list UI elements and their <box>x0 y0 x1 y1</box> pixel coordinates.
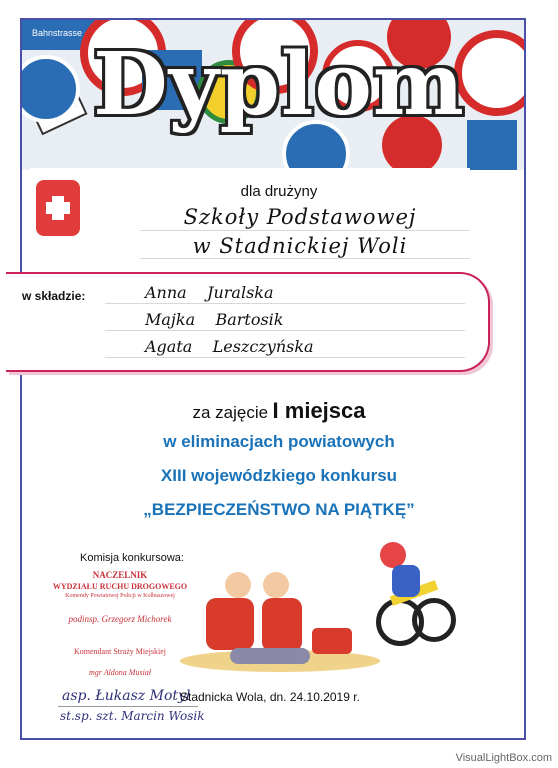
rescuer-head-icon <box>263 572 289 598</box>
award-line <box>0 398 558 424</box>
rescuer-body-icon <box>206 598 254 650</box>
stamp-text: Komendy Powiatowej Policji w Kolbuszowej <box>65 593 175 599</box>
page-title: Dyplom <box>93 34 465 135</box>
eliminations-line: w eliminacjach powiatowych <box>163 432 395 451</box>
member-name: Anna Juralska <box>145 283 274 302</box>
rescuer-body-icon <box>262 598 302 652</box>
stamp-text: podinsp. Grzegorz Michorek <box>68 614 172 624</box>
patient-icon <box>230 648 310 664</box>
first-aid-bag-icon <box>312 628 352 654</box>
stamp-text: mgr Aldona Musiał <box>88 668 152 677</box>
award-prefix: za zajęcie <box>192 403 269 422</box>
members-label: w składzie: <box>22 289 86 303</box>
school-line-1: Szkoły Podstawowej <box>183 205 417 229</box>
stamp-text: Komendant Straży Miejskiej <box>74 647 166 656</box>
watermark: VisualLightBox.com <box>455 752 552 764</box>
first-aid-cross-bar <box>46 202 70 214</box>
place-date: Stadnicka Wola, dn. 24.10.2019 r. <box>180 690 360 704</box>
rescuer-head-icon <box>225 572 251 598</box>
stamp-text: WYDZIAŁU RUCHU DROGOWEGO <box>52 582 188 591</box>
award-place: I miejsca <box>272 398 366 423</box>
divider-line <box>105 303 465 304</box>
divider-line <box>105 357 465 358</box>
stamp-text: NACZELNIK <box>92 570 148 580</box>
member-name: Majka Bartosik <box>145 310 284 329</box>
signature: asp. Łukasz Motyl <box>62 688 191 704</box>
member-name: Agata Leszczyńska <box>145 337 314 356</box>
team-intro: dla drużyny <box>240 183 318 200</box>
divider-line <box>105 330 465 331</box>
contest-line: XIII wojewódzkiego konkursu <box>160 466 398 485</box>
divider-line <box>140 258 470 259</box>
divider-line <box>140 230 470 231</box>
signature-line <box>58 706 198 707</box>
street-sign-text: Bahnstrasse <box>32 28 83 38</box>
signature: st.sp. szt. Marcin Wosik <box>60 709 205 723</box>
contest-title: „BEZPIECZEŃSTWO NA PIĄTKĘ” <box>143 500 415 519</box>
school-line-2: w Stadnickiej Woli <box>192 234 408 258</box>
committee-label: Komisja konkursowa: <box>80 552 184 564</box>
cyclist-body-icon <box>392 565 420 597</box>
bike-wheel-icon <box>412 598 456 642</box>
